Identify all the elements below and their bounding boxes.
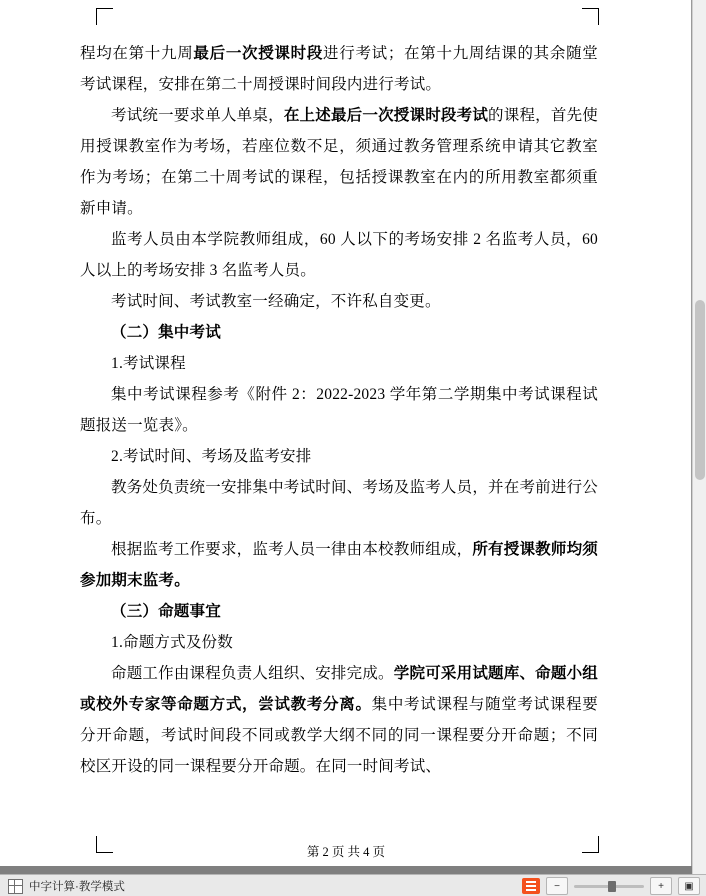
text-run: 考试时间、考试教室一经确定，不许私自变更。: [111, 293, 441, 310]
scrollbar-thumb[interactable]: [695, 300, 705, 480]
zoom-slider[interactable]: [574, 885, 644, 888]
paragraph: [80, 224, 598, 286]
zoom-slider-knob[interactable]: [608, 881, 616, 892]
app-logo-icon[interactable]: [522, 878, 540, 894]
text-run: 的课程，首先使用授课教室作为考场，若座位数不足，须通过教务管理系统申请其它教室作为考场；在第二十周考试的课程，包括授课教室在内的所用教室都须重新申请。: [80, 107, 599, 217]
layout-grid-icon[interactable]: [8, 879, 23, 894]
fit-page-button[interactable]: ▣: [678, 877, 700, 895]
page-number-footer: 第 2 页 共 4 页: [306, 845, 386, 859]
text-run-bold: 最后一次授课时段: [193, 45, 324, 62]
paragraph: [80, 472, 598, 534]
paragraph: [80, 317, 598, 348]
paragraph: [80, 596, 598, 627]
text-run: 1.命题方式及份数: [111, 634, 233, 651]
document-body-text: [80, 38, 598, 782]
paragraph: [80, 348, 598, 379]
paragraph: [80, 441, 598, 472]
paragraph: [80, 658, 598, 782]
paragraph: [80, 534, 598, 596]
text-run: 2.考试时间、考场及监考安排: [111, 448, 312, 465]
zoom-in-button[interactable]: +: [650, 877, 672, 895]
status-text: 中字计算·教学模式: [29, 881, 125, 893]
text-run: 教务处负责统一安排集中考试时间、考场及监考人员，并在考前进行公布。: [80, 479, 598, 527]
status-bar-right: [522, 877, 706, 895]
text-run: 集中考试课程与随堂考试课程要分开命题，考试时间段不同或教学大纲不同的同一课程要分开命题；不同校区开设的同一课程要分开命题。在同一时间考试、: [80, 696, 598, 775]
text-run-bold: 在上述最后一次授课时段考试: [283, 107, 489, 124]
paragraph: [80, 627, 598, 658]
text-run: 1.考试课程: [111, 355, 186, 372]
status-bar: [0, 874, 706, 896]
text-run: 根据监考工作要求，监考人员一律由本校教师组成，: [111, 541, 473, 558]
text-run-bold: 学院可采用试题库、命题小组或校外专家等命题方式，尝试教考分离。: [80, 665, 598, 713]
zoom-out-button[interactable]: −: [546, 877, 568, 895]
paragraph: [80, 38, 598, 100]
paragraph: [80, 100, 598, 224]
text-run: 进行考试；在第十九周结课的其余随堂考试课程，安排在第二十周授课时间段内进行考试。: [80, 45, 598, 93]
paragraph: [80, 379, 598, 441]
text-run: 程均在第十九周: [80, 45, 194, 62]
text-run-bold: （二）集中考试: [111, 324, 221, 341]
text-run: 监考人员由本学院教师组成，60 人以下的考场安排 2 名监考人员，60 人以上的考场安排 3 名监考人员。: [80, 231, 598, 279]
vertical-scrollbar[interactable]: [692, 0, 706, 874]
text-run: 集中考试课程参考《附件 2：2022-2023 学年第二学期集中考试课程试题报送一览表》。: [80, 386, 598, 434]
text-run: 考试统一要求单人单桌，: [111, 107, 284, 124]
paragraph: [80, 286, 598, 317]
text-run: 命题工作由课程负责人组织、安排完成。: [111, 665, 394, 682]
status-bar-left: [0, 878, 125, 894]
text-run-bold: 所有授课教师均须参加期末监考。: [80, 541, 598, 589]
text-run-bold: （三）命题事宜: [111, 603, 221, 620]
